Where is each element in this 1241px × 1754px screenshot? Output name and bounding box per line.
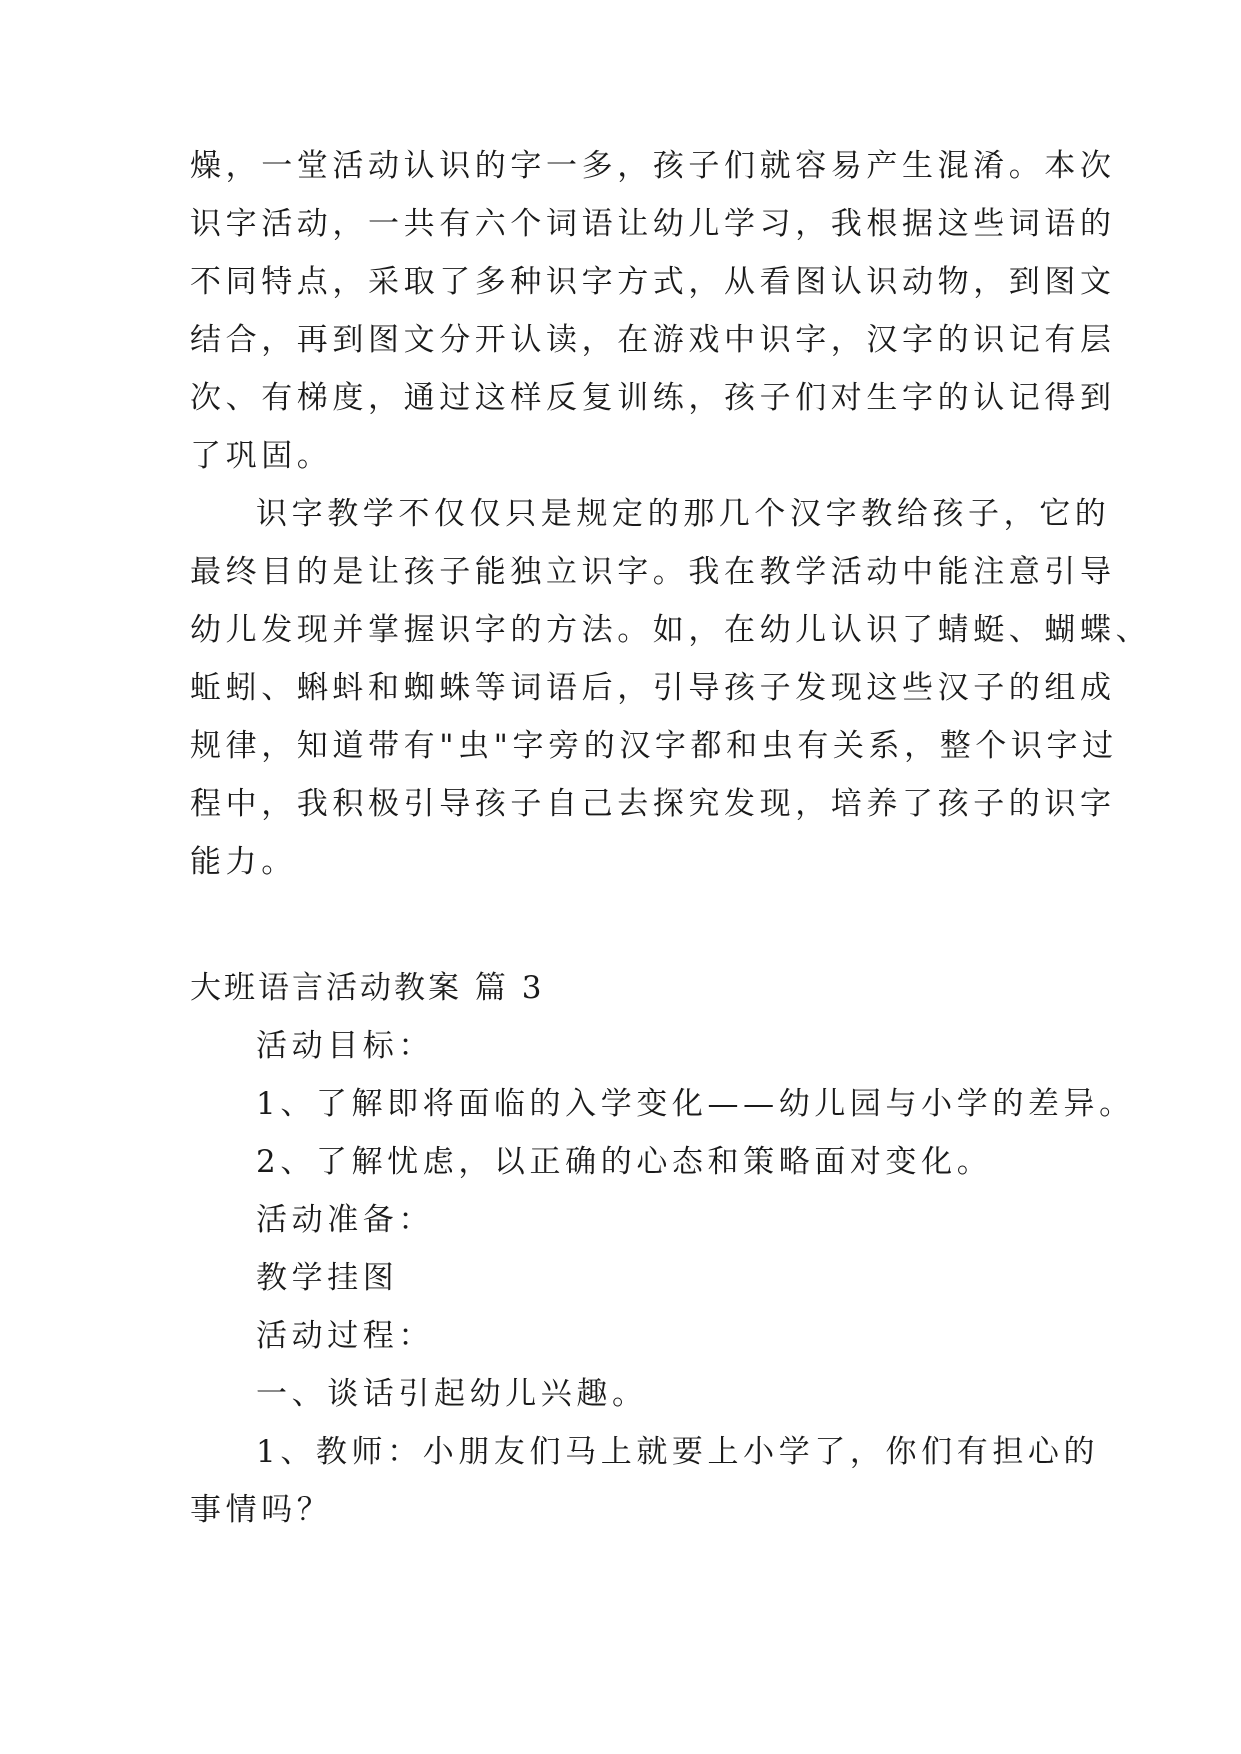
paragraph-line: 了巩固。 [190,438,333,474]
paragraph-line: 程中，我积极引导孩子自己去探究发现，培养了孩子的识字 [190,786,1116,822]
paragraph-line: 燥，一堂活动认识的字一多，孩子们就容易产生混淆。本次 [190,148,1116,184]
process-step: 事情吗？ [190,1492,333,1528]
paragraph-line: 能力。 [190,844,297,880]
prep-label: 活动准备： [256,1202,434,1238]
paragraph-line: 结合，再到图文分开认读，在游戏中识字，汉字的识记有层 [190,322,1116,358]
prep-item: 教学挂图 [256,1260,399,1296]
paragraph-line: 识字活动，一共有六个词语让幼儿学习，我根据这些词语的 [190,206,1116,242]
goals-label: 活动目标： [256,1028,434,1064]
paragraph-line: 识字教学不仅仅只是规定的那几个汉字教给孩子，它的 [256,496,1111,532]
paragraph-line: 规律，知道带有"虫"字旁的汉字都和虫有关系，整个识字过 [190,728,1118,764]
paragraph-line: 不同特点，采取了多种识字方式，从看图认识动物，到图文 [190,264,1116,300]
goal-item: 2、了解忧虑，以正确的心态和策略面对变化。 [256,1144,993,1180]
section-title: 大班语言活动教案 篇 3 [190,970,545,1006]
process-step: 一、谈话引起幼儿兴趣。 [256,1376,648,1412]
process-label: 活动过程： [256,1318,434,1354]
goal-item: 1、了解即将面临的入学变化——幼儿园与小学的差异。 [256,1086,1135,1122]
paragraph-line: 次、有梯度，通过这样反复训练，孩子们对生字的认记得到 [190,380,1116,416]
paragraph-line: 最终目的是让孩子能独立识字。我在教学活动中能注意引导 [190,554,1116,590]
process-step: 1、教师：小朋友们马上就要上小学了，你们有担心的 [256,1434,1100,1470]
paragraph-line: 蚯蚓、蝌蚪和蜘蛛等词语后，引导孩子发现这些汉子的组成 [190,670,1116,706]
paragraph-line: 幼儿发现并掌握识字的方法。如，在幼儿认识了蜻蜓、蝴蝶、 [190,612,1152,648]
